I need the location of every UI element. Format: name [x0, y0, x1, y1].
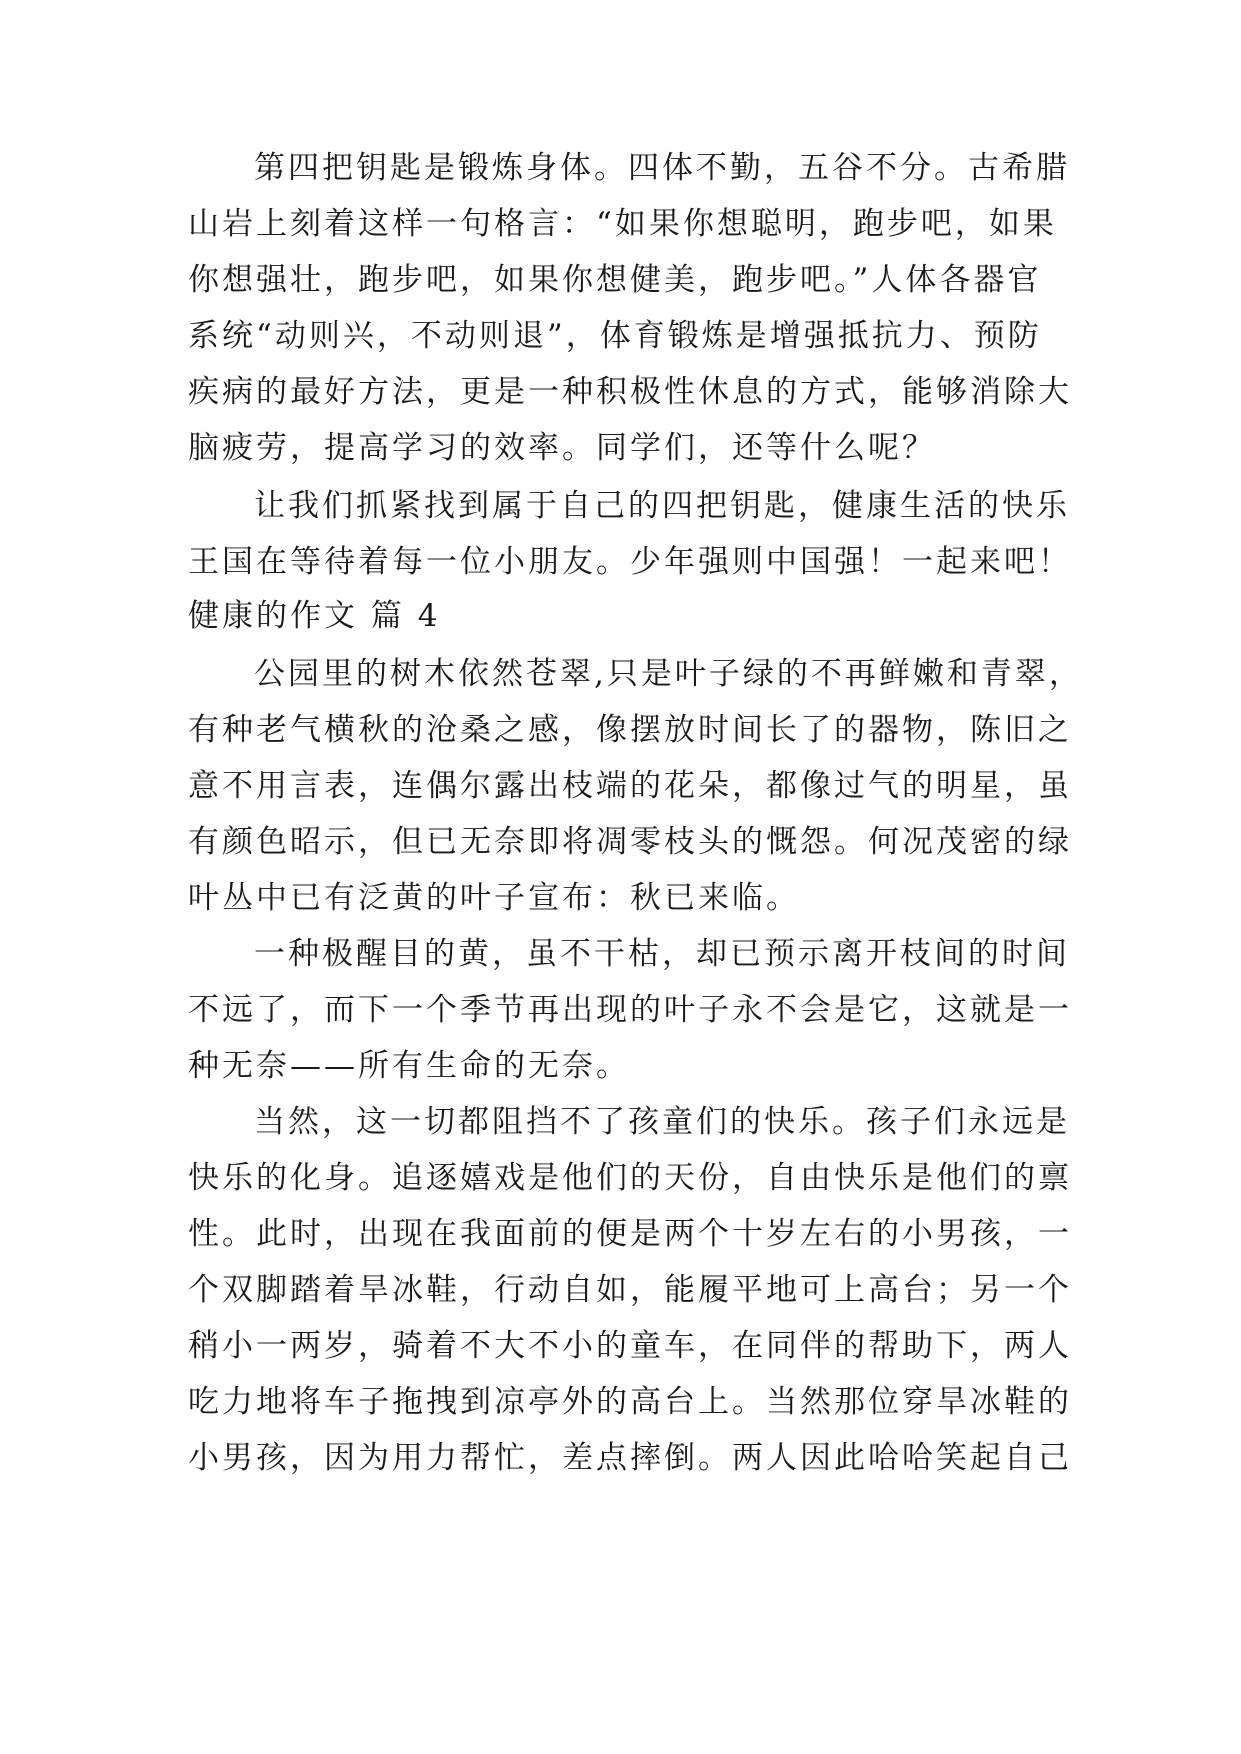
text-line: 山岩上刻着这样一句格言：“如果你想聪明，跑步吧，如果	[188, 206, 1057, 242]
section-heading: 健康的作文 篇 4	[188, 598, 441, 634]
text-line: 一种极醒目的黄，虽不干枯，却已预示离开枝间的时间	[254, 936, 1070, 972]
text-line: 第四把钥匙是锻炼身体。四体不勤，五谷不分。古希腊	[254, 150, 1070, 186]
text-line: 稍小一两岁，骑着不大不小的童车，在同伴的帮助下，两人	[188, 1328, 1072, 1364]
text-line: 小男孩，因为用力帮忙，差点摔倒。两人因此哈哈笑起自己	[188, 1440, 1072, 1476]
text-line: 吃力地将车子拖拽到凉亭外的高台上。当然那位穿旱冰鞋的	[188, 1384, 1072, 1420]
text-line: 性。此时，出现在我面前的便是两个十岁左右的小男孩，一	[188, 1216, 1072, 1252]
text-line: 你想强壮，跑步吧，如果你想健美，跑步吧。”人体各器官	[188, 262, 1042, 298]
text-line: 疾病的最好方法，更是一种积极性休息的方式，能够消除大	[188, 374, 1072, 410]
text-line: 系统“动则兴，不动则退”，体育锻炼是增强抵抗力、预防	[188, 318, 1042, 354]
text-line: 脑疲劳，提高学习的效率。同学们，还等什么呢？	[188, 430, 936, 466]
text-line: 有颜色昭示，但已无奈即将凋零枝头的慨怨。何况茂密的绿	[188, 824, 1072, 860]
text-line: 王国在等待着每一位小朋友。少年强则中国强！一起来吧！	[188, 544, 1072, 580]
text-line: 不远了，而下一个季节再出现的叶子永不会是它，这就是一	[188, 992, 1072, 1028]
text-line: 叶丛中已有泛黄的叶子宣布：秋已来临。	[188, 880, 800, 916]
text-line: 意不用言表，连偶尔露出枝端的花朵，都像过气的明星，虽	[188, 768, 1072, 804]
text-line: 个双脚踏着旱冰鞋，行动自如，能履平地可上高台；另一个	[188, 1272, 1072, 1308]
text-line: 快乐的化身。追逐嬉戏是他们的天份，自由快乐是他们的禀	[188, 1160, 1072, 1196]
text-line: 有种老气横秋的沧桑之感，像摆放时间长了的器物，陈旧之	[188, 712, 1072, 748]
text-line: 种无奈——所有生命的无奈。	[188, 1048, 630, 1084]
text-line: 当然，这一切都阻挡不了孩童们的快乐。孩子们永远是	[254, 1104, 1070, 1140]
text-line: 公园里的树木依然苍翠,只是叶子绿的不再鲜嫩和青翠，	[254, 656, 1083, 692]
text-line: 让我们抓紧找到属于自己的四把钥匙，健康生活的快乐	[254, 488, 1070, 524]
